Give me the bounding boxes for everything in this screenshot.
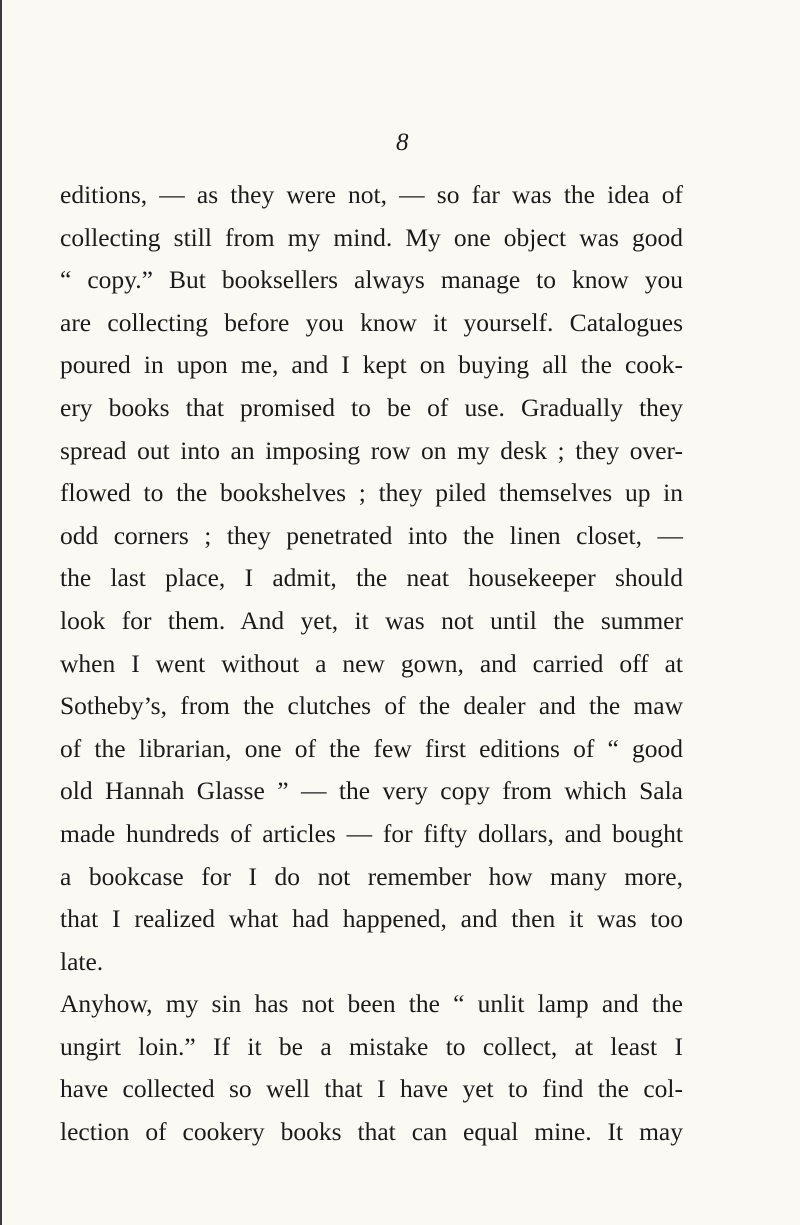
text-line: of the librarian, one of the few first editions of “ good bbox=[60, 733, 683, 763]
text-line: collecting still from my mind. My one object was good bbox=[60, 222, 683, 252]
text-line: the last place, I admit, the neat housekeeper should bbox=[60, 563, 683, 593]
text-line: poured in upon me, and I kept on buying all the cook- bbox=[60, 350, 683, 380]
page-edge bbox=[0, 0, 2, 1225]
text-line: lection of cookery books that can equal mine. It may bbox=[60, 1117, 683, 1147]
text-line: Anyhow, my sin has not been the “ unlit lamp and the bbox=[60, 989, 683, 1019]
text-line: odd corners ; they penetrated into the linen closet, — bbox=[60, 520, 683, 550]
text-line: old Hannah Glasse ” — the very copy from which Sala bbox=[60, 776, 683, 806]
page-number: 8 bbox=[396, 129, 409, 156]
text-line: editions, — as they were not, — so far was the idea of bbox=[60, 180, 683, 209]
body-text bbox=[60, 174, 683, 1154]
paragraph-2 bbox=[60, 983, 683, 1153]
text-line: ery books that promised to be of use. Gradually they bbox=[60, 392, 683, 422]
text-line: Sotheby’s, from the clutches of the dealer and the maw bbox=[60, 691, 683, 721]
paragraph-1 bbox=[60, 174, 683, 983]
text-line: look for them. And yet, it was not until the summer bbox=[60, 605, 683, 635]
text-line: made hundreds of articles — for fifty dollars, and bought bbox=[60, 818, 683, 848]
text-line: are collecting before you know it yourself. Catalogues bbox=[60, 307, 683, 337]
text-line: late. bbox=[60, 946, 104, 976]
text-line: a bookcase for I do not remember how many more, bbox=[60, 861, 683, 891]
text-line: “ copy.” But booksellers always manage to know you bbox=[60, 265, 683, 295]
text-line: have collected so well that I have yet to find the col- bbox=[60, 1074, 683, 1104]
text-line: spread out into an imposing row on my desk ; they over- bbox=[60, 435, 683, 465]
text-line: that I realized what had happened, and then it was too bbox=[60, 904, 683, 934]
text-line: when I went without a new gown, and carried off at bbox=[60, 648, 683, 678]
text-line: flowed to the bookshelves ; they piled themselves up in bbox=[60, 478, 683, 508]
text-line: ungirt loin.” If it be a mistake to collect, at least I bbox=[60, 1031, 683, 1061]
